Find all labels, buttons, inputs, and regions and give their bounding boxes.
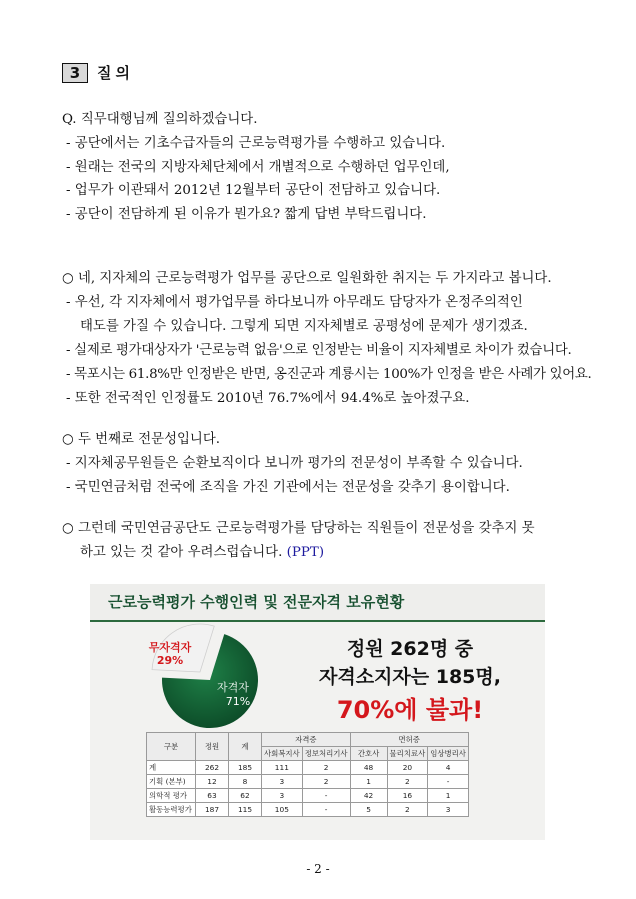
table-cell: - — [428, 775, 469, 789]
header-nurse: 간호사 — [350, 747, 387, 761]
answer2-item-2: - 국민연금처럼 전국에 조직을 가진 기관에서는 전문성을 갖추기 용이합니다. — [66, 480, 510, 495]
table-cell: 48 — [350, 761, 387, 775]
pie-percent-unqualified: 29% — [156, 654, 184, 667]
table-cell: - — [302, 803, 350, 817]
table-cell: 3 — [262, 789, 303, 803]
pie-label-unqualified: 무자격자 — [148, 641, 192, 654]
answer1-item-2: - 실제로 평가대상자가 '근로능력 없음'으로 인정받는 비율이 지자체별로 차이가 컸습니다. — [66, 343, 572, 358]
table-cell: 63 — [196, 789, 229, 803]
table-cell: 2 — [302, 775, 350, 789]
table-cell: 115 — [229, 803, 262, 817]
table-cell: 185 — [229, 761, 262, 775]
table-cell: 8 — [229, 775, 262, 789]
header-gye: 계 — [229, 733, 262, 761]
header-info-engineer: 정보처리기사 — [302, 747, 350, 761]
table-row — [147, 803, 469, 817]
answer3-line-1: ○ 그런데 국민연금공단도 근로능력평가를 담당하는 직원들이 전문성을 갖추지 못 — [62, 521, 535, 536]
slide-title: 근로능력평가 수행인력 및 전문자격 보유현황 — [108, 593, 405, 611]
table-cell: 2 — [387, 803, 428, 817]
question-item-3: - 업무가 이관돼서 2012년 12월부터 공단이 전담하고 있습니다. — [66, 183, 441, 198]
header-group-license: 자격증 — [262, 733, 351, 747]
answer1-item-4: - 또한 전국적인 인정률도 2010년 76.7%에서 94.4%로 높아졌구요. — [66, 391, 470, 406]
table-row — [147, 761, 469, 775]
table-cell: 262 — [196, 761, 229, 775]
table-cell: 16 — [387, 789, 428, 803]
answer2-item-1: - 지자체공무원들은 순환보직이다 보니까 평가의 전문성이 부족할 수 있습니다. — [66, 456, 523, 471]
header-clinical-pathologist: 임상병리사 — [428, 747, 469, 761]
table-cell: 5 — [350, 803, 387, 817]
ppt-slide-image — [90, 584, 545, 840]
ppt-marker: (PPT) — [286, 545, 325, 560]
headline-3: 70%에 불과! — [336, 696, 484, 724]
table-row — [147, 789, 469, 803]
table-cell: 3 — [428, 803, 469, 817]
table-cell: 20 — [387, 761, 428, 775]
question-item-4: - 공단이 전담하게 된 이유가 뭔가요? 짧게 답변 부탁드립니다. — [66, 207, 427, 222]
table-cell: 4 — [428, 761, 469, 775]
section-heading — [62, 62, 134, 83]
table-cell: 2 — [302, 761, 350, 775]
table-cell: 1 — [350, 775, 387, 789]
table-cell: 계 — [147, 761, 196, 775]
table-cell: 111 — [262, 761, 303, 775]
answer3-text: 하고 있는 것 같아 우려스럽습니다. — [80, 545, 283, 560]
question-intro: Q. 직무대행님께 질의하겠습니다. — [62, 112, 258, 127]
table-cell: 의학적 평가 — [147, 789, 196, 803]
section-number-box: 3 — [62, 63, 88, 83]
table-row — [147, 775, 469, 789]
question-item-2: - 원래는 전국의 지방자체단체에서 개별적으로 수행하던 업무인데, — [66, 160, 450, 175]
table-cell: 활동능력평가 — [147, 803, 196, 817]
answer1-intro: ○ 네, 지자체의 근로능력평가 업무를 공단으로 일원화한 취지는 두 가지라고 봅니다. — [62, 271, 552, 286]
table-cell: 187 — [196, 803, 229, 817]
page-number: - 2 - — [306, 862, 330, 876]
pie-label-qualified: 자격자 — [217, 681, 249, 694]
answer1-item-3: - 목포시는 61.8%만 인정받은 반면, 옹진군과 계룡시는 100%가 인정을 받은 사례가 있어요. — [66, 367, 592, 382]
answer2-intro: ○ 두 번째로 전문성입니다. — [62, 432, 221, 447]
table-cell: 42 — [350, 789, 387, 803]
slide-header — [90, 584, 545, 620]
header-physio: 물리치료사 — [387, 747, 428, 761]
answer1-item-1-cont: 태도를 가질 수 있습니다. 그렇게 되면 지자체별로 공평성에 문제가 생기겠죠. — [80, 319, 528, 334]
answer3-line-2 — [80, 544, 324, 562]
header-jeongwon: 정원 — [196, 733, 229, 761]
staff-table — [146, 732, 469, 817]
section-title: 질의 — [97, 64, 134, 82]
table-header-row-1 — [147, 733, 469, 747]
pie-percent-qualified: 71% — [225, 695, 251, 708]
pie-chart — [90, 622, 290, 732]
table-cell: 12 — [196, 775, 229, 789]
header-social-worker: 사회복지사 — [262, 747, 303, 761]
question-item-1: - 공단에서는 기초수급자들의 근로능력평가를 수행하고 있습니다. — [66, 136, 446, 151]
answer1-item-1: - 우선, 각 지자체에서 평가업무를 하다보니까 아무래도 담당자가 온정주의적인 — [66, 295, 523, 310]
header-gubun: 구분 — [147, 733, 196, 761]
table-cell: 62 — [229, 789, 262, 803]
table-cell: - — [302, 789, 350, 803]
table-cell: 105 — [262, 803, 303, 817]
table-cell: 3 — [262, 775, 303, 789]
table-cell: 2 — [387, 775, 428, 789]
headline-2: 자격소지자는 185명, — [319, 666, 501, 688]
table-cell: 기획 (본부) — [147, 775, 196, 789]
header-group-permit: 면허증 — [350, 733, 468, 747]
headline-1: 정원 262명 중 — [346, 638, 474, 660]
table-cell: 1 — [428, 789, 469, 803]
